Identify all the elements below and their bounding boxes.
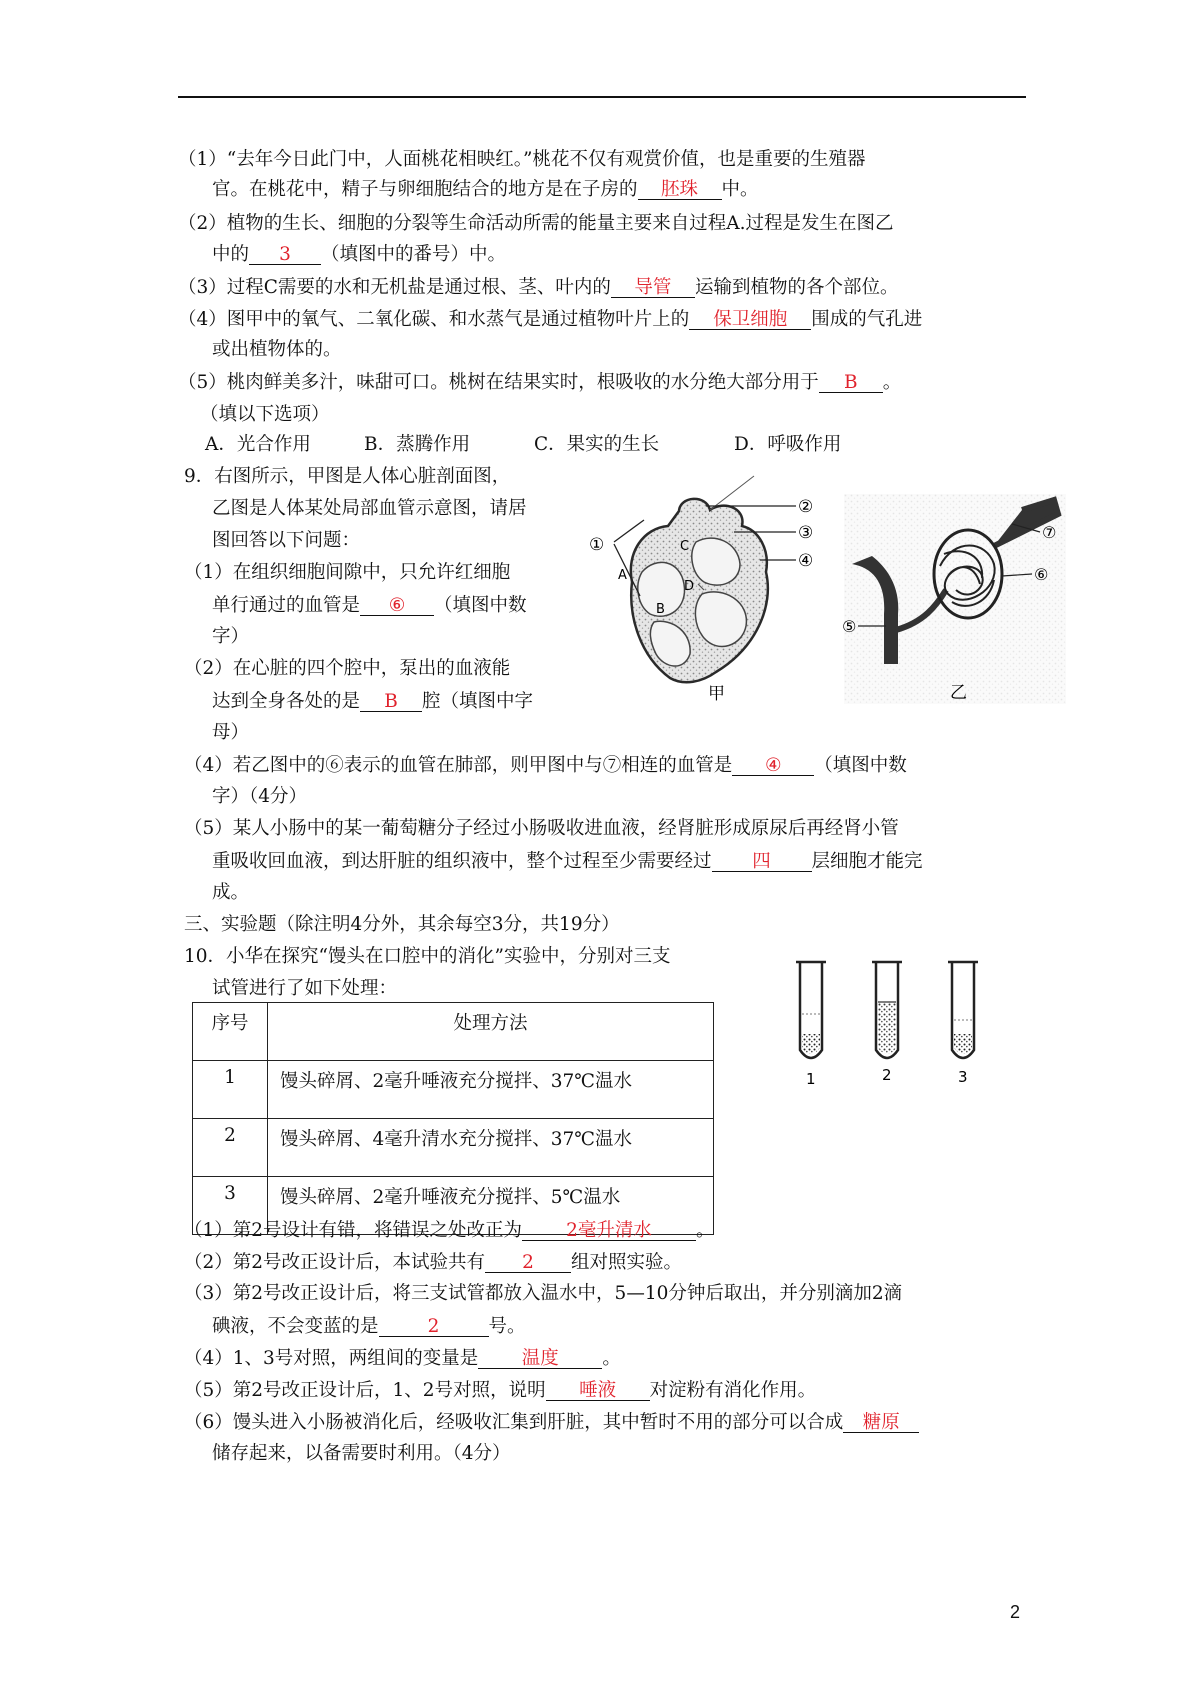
answer-blank: 唾液 [546, 1381, 650, 1401]
vessel-label-5: ⑤ [842, 617, 857, 636]
heart-label-4: ④ [798, 551, 814, 571]
q10-part1: （1）第2号设计有错，将错误之处改正为 2毫升清水 。 [184, 1220, 715, 1241]
treatment-table [192, 1002, 714, 1235]
q10-intro-line2: 试管进行了如下处理： [212, 978, 398, 999]
heart-label-3: ③ [798, 523, 814, 543]
q10-part3-line2: 碘液，不会变蓝的是 2 号。 [212, 1316, 526, 1337]
q9-part5-line1: （5）某人小肠中的某一葡萄糖分子经过小肠吸收进血液，经肾脏形成原尿后再经肾小管 [184, 818, 899, 839]
q9-part1-line1: （1）在组织细胞间隙中，只允许红细胞 [184, 562, 511, 583]
table-cell-index: 1 [193, 1061, 268, 1119]
header-rule [178, 96, 1026, 98]
q8-part2-line1: （2）植物的生长、细胞的分裂等生命活动所需的能量主要来自过程A.过程是发生在图乙 [178, 213, 894, 234]
table-header-index: 序号 [193, 1003, 268, 1061]
q9-part5-line2: 重吸收回血液，到达肝脏的组织液中，整个过程至少需要经过 四 层细胞才能完 [212, 851, 923, 872]
q8-part2-line2: 中的 3 （填图中的番号）中。 [212, 244, 507, 265]
q8-option-b: B．蒸腾作用 [364, 434, 471, 455]
chamber-label-d: D [684, 579, 695, 594]
q10-part4: （4）1、3号对照，两组间的变量是 温度 。 [184, 1348, 621, 1369]
vessel-label-6: ⑥ [1034, 565, 1049, 584]
q8-option-a: A．光合作用 [205, 434, 311, 455]
answer-blank: 温度 [478, 1349, 602, 1369]
q9-intro-line3: 图回答以下问题： [212, 530, 361, 551]
answer-blank: B [819, 373, 883, 393]
table-cell-method: 馒头碎屑、2毫升唾液充分搅拌、37℃温水 [268, 1061, 714, 1119]
chamber-label-a: A [618, 568, 627, 583]
q10-part6-line1: （6）馒头进入小肠被消化后，经吸收汇集到肝脏，其中暂时不用的部分可以合成 糖原 [184, 1413, 919, 1433]
q8-part5-line2: （填以下选项） [200, 404, 330, 425]
tube-2 [872, 962, 902, 1058]
q8-option-c: C．果实的生长 [534, 434, 660, 455]
chamber-label-c: C [680, 539, 690, 554]
vessel-diagram [844, 494, 1066, 704]
tube-3 [948, 962, 978, 1058]
answer-blank: 2 [379, 1317, 489, 1337]
heart-label-1: ① [589, 535, 605, 555]
q8-part5-line1: （5）桃肉鲜美多汁，味甜可口。桃树在结果实时，根吸收的水分绝大部分用于 B 。 [178, 372, 902, 393]
q10-part5: （5）第2号改正设计后，1、2号对照，说明 唾液 对淀粉有消化作用。 [184, 1380, 817, 1401]
table-row [193, 1061, 714, 1119]
table-cell-index: 3 [193, 1177, 268, 1235]
answer-blank: 四 [712, 852, 812, 872]
answer-blank: ⑥ [360, 596, 434, 616]
tube-label-2: 2 [882, 1066, 892, 1084]
vessel-label-7: ⑦ [1042, 523, 1057, 542]
table-header-row [193, 1003, 714, 1061]
table-header-method: 处理方法 [268, 1003, 714, 1061]
answer-blank: 3 [249, 245, 321, 265]
q8-part1-line2: 官。在桃花中，精子与卵细胞结合的地方是在子房的 胚珠 中。 [212, 179, 759, 200]
q10-part2: （2）第2号改正设计后，本试验共有 2 组对照实验。 [184, 1252, 683, 1273]
q9-part2-line3: 母） [212, 722, 250, 743]
q8-part1-line1: （1）“去年今日此门中，人面桃花相映红。”桃花不仅有观赏价值，也是重要的生殖器 [178, 149, 866, 170]
tube-1 [796, 962, 826, 1058]
answer-blank: 2 [485, 1253, 571, 1273]
answer-blank: 导管 [611, 278, 695, 298]
answer-blank: ④ [732, 756, 814, 776]
table-cell-index: 2 [193, 1119, 268, 1177]
q9-part4-line2: 字）（4分） [212, 786, 308, 807]
tube-label-1: 1 [806, 1070, 816, 1088]
test-tubes-figure [788, 958, 1018, 1138]
pointer-1a [614, 520, 644, 542]
table-cell-method: 馒头碎屑、2毫升唾液充分搅拌、5℃温水 [268, 1177, 714, 1235]
answer-blank: B [360, 692, 422, 712]
q10-part6-line2: 储存起来，以备需要时利用。（4分） [212, 1443, 511, 1464]
q8-option-d: D．呼吸作用 [734, 434, 842, 455]
answer-blank: 糖原 [843, 1413, 919, 1433]
table-row [193, 1119, 714, 1177]
vessel-caption: 乙 [950, 683, 967, 703]
heart-label-2: ② [798, 497, 814, 517]
q9-part2-line1: （2）在心脏的四个腔中，泵出的血液能 [184, 658, 511, 679]
q9-intro-line2: 乙图是人体某处局部血管示意图，请居 [212, 498, 527, 519]
heart-diagram [584, 486, 834, 706]
q8-part3: （3）过程C需要的水和无机盐是通过根、茎、叶内的 导管 运输到植物的各个部位。 [178, 277, 899, 298]
q9-part1-line3: 字） [212, 626, 250, 647]
q10-part3-line1: （3）第2号改正设计后，将三支试管都放入温水中，5—10分钟后取出，并分别滴加2滴 [184, 1283, 903, 1304]
q10-intro-line1: 10．小华在探究“馒头在口腔中的消化”实验中，分别对三支 [184, 946, 671, 967]
q9-part2-line2: 达到全身各处的是 B 腔（填图中字 [212, 691, 534, 712]
page-number: 2 [1010, 1602, 1021, 1622]
q9-part1-line2: 单行通过的血管是 ⑥ （填图中数 [212, 595, 527, 616]
q9-intro-line1: 9．右图所示，甲图是人体心脏剖面图， [184, 466, 511, 487]
vessel-stub [710, 476, 754, 510]
answer-blank: 胚珠 [638, 180, 722, 200]
section3-heading: 三、实验题（除注明4分外，其余每空3分，共19分） [184, 914, 620, 935]
q8-part4-line1: （4）图甲中的氧气、二氧化碳、和水蒸气是通过植物叶片上的 保卫细胞 围成的气孔进 [178, 309, 923, 330]
chamber-label-b: B [656, 602, 665, 617]
q9-part4-line1: （4）若乙图中的⑥表示的血管在肺部，则甲图中与⑦相连的血管是 ④ （填图中数 [184, 755, 907, 776]
q9-part5-line3: 成。 [212, 882, 250, 903]
heart-caption: 甲 [708, 684, 725, 704]
q8-part4-line2: 或出植物体的。 [212, 339, 342, 360]
answer-blank: 保卫细胞 [689, 310, 811, 330]
table-cell-method: 馒头碎屑、4毫升清水充分搅拌、37℃温水 [268, 1119, 714, 1177]
answer-blank: 2毫升清水 [522, 1221, 696, 1241]
tube-label-3: 3 [958, 1068, 968, 1086]
